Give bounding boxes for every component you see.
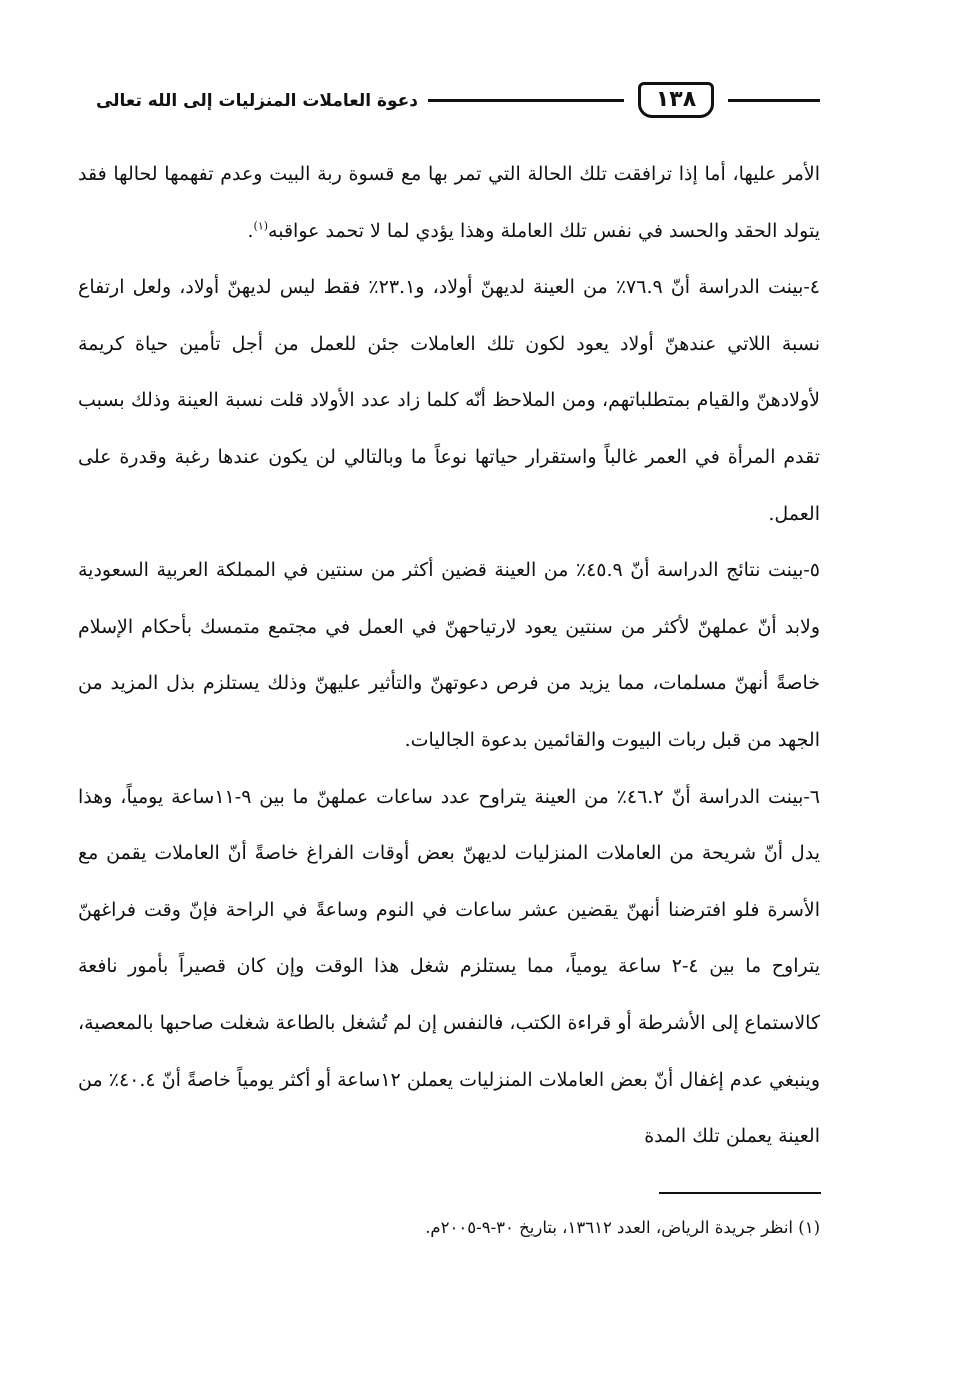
running-title: دعوة العاملات المنزليات إلى الله تعالى: [95, 91, 418, 111]
header-rule: [728, 99, 820, 102]
paragraph-text: الأمر عليها، أما إذا ترافقت تلك الحالة التي تمر بها مع قسوة ربة البيت وعدم تفهمها لحالها فقد يتولد الحقد والحسد في نفس تلك العاملة وهذا يؤدي لما لا تحمد عواقبه: [78, 163, 820, 242]
page-number: ١٣٨: [655, 87, 697, 112]
page-number-badge: [638, 82, 714, 118]
footnote: (١) انظر جريدة الرياض، العدد ١٣٦١٢، بتاريخ ٣٠-٩-٢٠٠٥م.: [425, 1218, 820, 1237]
header-rule: [428, 99, 624, 102]
running-header: [78, 80, 820, 124]
main-text: [78, 146, 820, 1165]
paragraph: ٤-بينت الدراسة أنّ ٧٦.٩٪ من العينة لديهنّ أولاد، و٢٣.١٪ فقط ليس لديهنّ أولاد، ولعل ارتفاع نسبة اللاتي عندهنّ أولاد يعود لكون تلك العاملات جئن للعمل من أجل تأمين حياة كريمة لأولادهنّ والقيام بمتطلباتهم، ومن الملاحظ أنّه كلما زاد عدد الأولاد قلت نسبة العينة وذلك بسبب تقدم المرأة في العمر غالباً واستقرار حياتها نوعاً ما وبالتالي لن يكون عندها رغبة وقدرة على العمل.: [78, 276, 820, 525]
paragraph: ٦-بينت الدراسة أنّ ٤٦.٢٪ من العينة يتراوح عدد ساعات عملهنّ ما بين ٩-١١ساعة يومياً، وهذا يدل أنّ شريحة من العاملات المنزليات لديهنّ بعض أوقات الفراغ خاصةً أنّ العاملات يقمن مع الأسرة فلو افترضنا أنهنّ يقضين عشر ساعات في النوم وساعةً في الراحة فإنّ وقت فراغهنّ يتراوح ما بين ٤-٢ ساعة يومياً، مما يستلزم شغل هذا الوقت وإن كان قصيراً بأمور نافعة كالاستماع إلى الأشرطة أو قراءة الكتب، فالنفس إن لم تُشغل بالطاعة شغلت صاحبها بالمعصية، وينبغي عدم إغفال أنّ بعض العاملات المنزليات يعملن ١٢ساعة أو أكثر يومياً خاصةً أنّ ٤٠.٤٪ من العينة يعملن تلك المدة: [78, 785, 821, 1148]
paragraph: ٥-بينت نتائج الدراسة أنّ ٤٥.٩٪ من العينة قضين أكثر من سنتين في المملكة العربية السعودية ولابد أنّ عملهنّ لأكثر من سنتين يعود لارتياحهنّ في العمل في مجتمع متمسك بأحكام الإسلام خاصةً أنهنّ مسلمات، مما يزيد من فرص دعوتهنّ والتأثير عليهنّ وذلك يستلزم بذل المزيد من الجهد من قبل ربات البيوت والقائمين بدعوة الجاليات.: [78, 559, 820, 751]
paragraph: الأمر عليها، أما إذا ترافقت تلك الحالة التي تمر بها مع قسوة ربة البيت وعدم تفهمها لحالها فقد يتولد الحقد والحسد في نفس تلك العاملة وهذا يؤدي لما لا تحمد عواقبه$^{(١)}$.: [78, 163, 820, 242]
footnote-reference: (١): [253, 219, 269, 233]
footnote-separator: [659, 1192, 821, 1194]
